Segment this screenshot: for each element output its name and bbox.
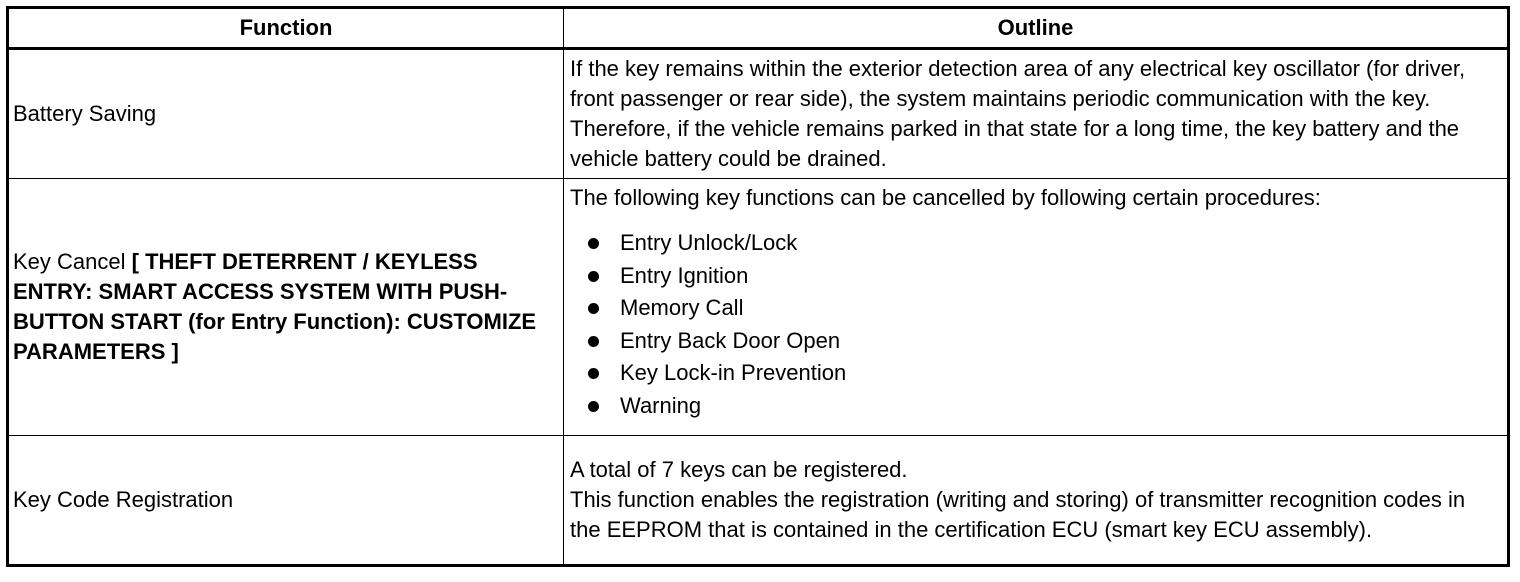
function-cell-key-code-registration: Key Code Registration (8, 436, 564, 566)
outline-cell-key-code-registration (564, 436, 1509, 566)
function-cell-key-cancel (8, 179, 564, 436)
bullet-dot-icon (588, 401, 599, 412)
list-item (588, 227, 1499, 260)
key-cancel-reference-link[interactable]: [ THEFT DETERRENT / KEYLESS ENTRY: SMART ACCESS SYSTEM WITH PUSH-BUTTON START (for Entry Function): CUSTOMIZE PARAMETERS ] (13, 249, 537, 364)
key-cancel-intro: The following key functions can be cancelled by following certain procedures: (570, 185, 1321, 210)
function-cell-battery-saving: Battery Saving (8, 49, 564, 179)
key-code-registration-line2: This function enables the registration (writing and storing) of transmitter recognition codes in the EEPROM that is contained in the certification ECU (smart key ECU assembly). (570, 487, 1466, 542)
list-item-label: Key Lock-in Prevention (620, 360, 847, 385)
list-item (588, 357, 1499, 390)
table-row (8, 49, 1509, 179)
bullet-dot-icon (588, 336, 599, 347)
bullet-dot-icon (588, 238, 599, 249)
list-item (588, 260, 1499, 293)
outline-cell-key-cancel (564, 179, 1509, 436)
list-item-label: Entry Unlock/Lock (620, 230, 798, 255)
bullet-dot-icon (588, 368, 599, 379)
table-header-row (8, 8, 1509, 49)
bullet-dot-icon (588, 271, 599, 282)
table-row (8, 436, 1509, 566)
header-function: Function (8, 8, 564, 49)
list-item-label: Entry Ignition (620, 262, 749, 288)
outline-cell-battery-saving: If the key remains within the exterior detection area of any electrical key oscillator (for driver, front passenger or rear side), the system maintains periodic communication with the key. Therefore, if the vehicle remains parked in that state for a long time, the key battery and the vehicle battery could be drained. (564, 49, 1509, 179)
header-outline: Outline (564, 8, 1509, 49)
key-code-registration-line1: A total of 7 keys can be registered. (570, 457, 908, 482)
list-item (588, 390, 1499, 423)
list-item (588, 325, 1499, 358)
list-item (588, 292, 1499, 325)
table-row (8, 179, 1509, 436)
function-outline-table (6, 6, 1510, 567)
bullet-dot-icon (588, 303, 599, 314)
list-item-label: Entry Back Door Open (620, 327, 841, 353)
key-cancel-label: Key Cancel (13, 249, 132, 274)
key-cancel-function-list (570, 227, 1499, 422)
list-item-label: Warning (620, 392, 702, 418)
list-item-label: Memory Call (620, 295, 744, 320)
